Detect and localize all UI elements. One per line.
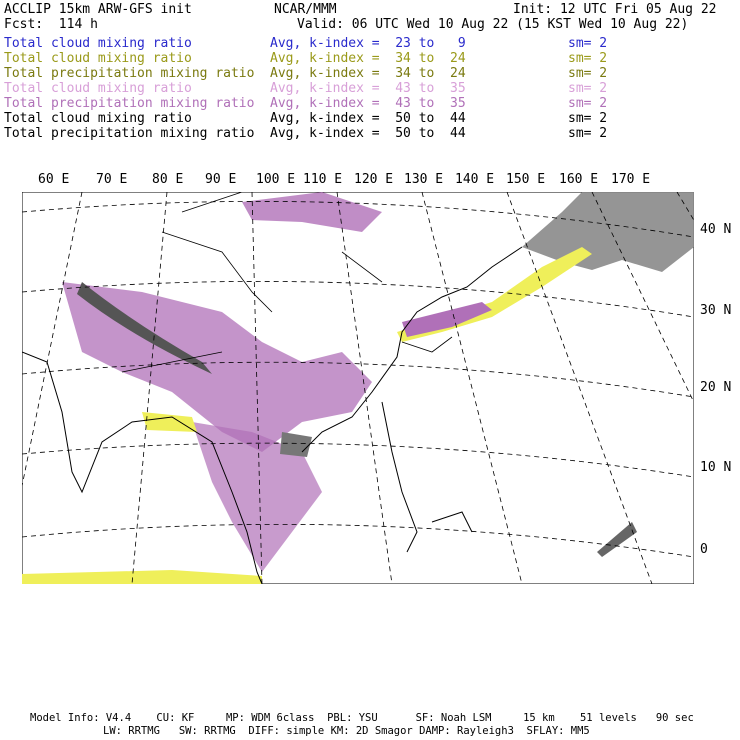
lon-label: 130 E (404, 172, 444, 187)
legend-name: Total precipitation mixing ratio (4, 126, 255, 141)
map-panel (22, 192, 694, 584)
legend-name: Total cloud mixing ratio (4, 51, 192, 66)
lat-label: 30 N (700, 303, 732, 318)
legend-sm: sm= 2 (568, 36, 608, 51)
lat-label: 40 N (700, 222, 732, 237)
forecast-hour: Fcst: 114 h (4, 17, 98, 32)
valid-time: Valid: 06 UTC Wed 10 Aug 22 (15 KST Wed 10 Aug 22) (297, 17, 689, 32)
legend-sm: sm= 2 (568, 51, 608, 66)
lon-label: 140 E (455, 172, 495, 187)
legend-sm: sm= 2 (568, 126, 608, 141)
lat-label: 20 N (700, 380, 732, 395)
legend-name: Total precipitation mixing ratio (4, 96, 255, 111)
legend-sm: sm= 2 (568, 81, 608, 96)
legend-name: Total cloud mixing ratio (4, 81, 192, 96)
lon-label: 60 E (38, 172, 70, 187)
legend-sm: sm= 2 (568, 96, 608, 111)
institution-label: NCAR/MMM (274, 2, 337, 17)
legend-avg: Avg, k-index = 43 to 35 (270, 81, 466, 96)
lon-label: 70 E (96, 172, 128, 187)
lat-label: 0 (700, 542, 708, 557)
lon-label: 150 E (506, 172, 546, 187)
lon-label: 80 E (152, 172, 184, 187)
legend-sm: sm= 2 (568, 111, 608, 126)
legend-sm: sm= 2 (568, 66, 608, 81)
lon-label: 160 E (559, 172, 599, 187)
legend-avg: Avg, k-index = 43 to 35 (270, 96, 466, 111)
legend-avg: Avg, k-index = 50 to 44 (270, 126, 466, 141)
lon-label: 170 E (611, 172, 651, 187)
lon-label: 100 E (256, 172, 296, 187)
model-info-line1: Model Info: V4.4 CU: KF MP: WDM 6class PBL: YSU SF: Noah LSM 15 km 51 levels 90 sec (30, 712, 694, 724)
lon-label: 90 E (205, 172, 237, 187)
legend-avg: Avg, k-index = 34 to 24 (270, 51, 466, 66)
lon-label: 110 E (303, 172, 343, 187)
legend-name: Total cloud mixing ratio (4, 111, 192, 126)
lat-label: 10 N (700, 460, 732, 475)
legend-avg: Avg, k-index = 50 to 44 (270, 111, 466, 126)
model-info-line2: LW: RRTMG SW: RRTMG DIFF: simple KM: 2D Smagor DAMP: Rayleigh3 SFLAY: MM5 (103, 725, 590, 737)
lon-label: 120 E (354, 172, 394, 187)
legend-avg: Avg, k-index = 23 to 9 (270, 36, 466, 51)
title-left: ACCLIP 15km ARW-GFS init (4, 2, 192, 17)
legend-name: Total precipitation mixing ratio (4, 66, 255, 81)
init-time: Init: 12 UTC Fri 05 Aug 22 (513, 2, 717, 17)
legend-name: Total cloud mixing ratio (4, 36, 192, 51)
legend-avg: Avg, k-index = 34 to 24 (270, 66, 466, 81)
